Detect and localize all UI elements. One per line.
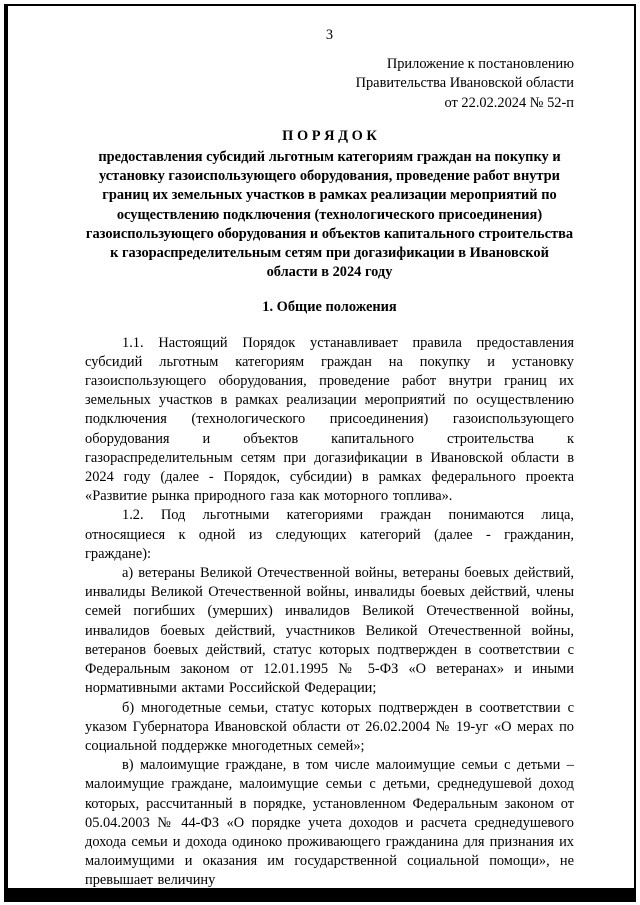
document-title-body: предоставления субсидий льготным категориям граждан на покупку и установку газоиспользующего оборудования, проведение работ внутри границ их земельных участков в рамках реализации мероприятий по осуществлению подключения (технологического присоединения) газоиспользующего оборудования и объектов капитального строительства к газораспределительным сетям при догазификации в Ивановской области в 2024 году <box>85 149 574 281</box>
page-content <box>85 26 574 891</box>
annex-block <box>85 55 574 113</box>
annex-line-3: от 22.02.2024 № 52-п <box>444 94 574 111</box>
paragraph-1-2: 1.2. Под льготными категориями граждан понимаются лица, относящиеся к одной из следующих категорий (далее - гражданин, граждане): <box>85 507 574 562</box>
document-title-word: П О Р Я Д О К <box>282 127 377 144</box>
document-title <box>85 127 574 283</box>
page-number: 3 <box>325 27 334 43</box>
paragraph-item-v: в) малоимущие граждане, в том числе малоимущие семьи с детьми – малоимущие граждане, малоимущие семьи с детьми, среднедушевой доход которых, рассчитанный в порядке, установленном Федеральным законом от 05.04.2003 № 44-ФЗ «О порядке учета доходов и расчета среднедушевого дохода семьи и дохода одиноко проживающего гражданина для признания их малоимущими и оказания им государственной социальной помощи», не превышает величину <box>85 757 574 889</box>
annex-line-2: Правительства Ивановской области <box>355 75 574 92</box>
paragraph-item-a: а) ветераны Великой Отечественной войны, ветераны боевых действий, инвалиды Великой Отечественной войны, инвалиды боевых действий, члены семей погибших (умерших) инвалидов Великой Отечественной войны, инвалидов боевых действий, участников Великой Отечественной войны, ветеранов боевых действий, статус которых подтвержден в соответствии с Федеральным законом от 12.01.1995 № 5-ФЗ «О ветеранах» и иными нормативными актами Российской Федерации; <box>85 565 574 697</box>
paragraph-1-1: 1.1. Настоящий Порядок устанавливает правила предоставления субсидий льготным категориям граждан на покупку и установку газоиспользующего оборудования, проведение работ внутри границ их земельных участков в рамках реализации мероприятий по осуществлению подключения (технологического присоединения) газоиспользующего оборудования и объектов капитального строительства к газораспределительным сетям при догазификации в Ивановской области в 2024 году (далее - Порядок, субсидии) в рамках федерального проекта «Развитие рынка природного газа как моторного топлива». <box>85 334 574 505</box>
annex-line-1: Приложение к постановлению <box>386 56 574 73</box>
section-heading: 1. Общие положения <box>262 299 397 316</box>
paragraph-item-b: б) многодетные семьи, статус которых подтвержден в соответствии с указом Губернатора Ивановской области от 26.02.2004 № 19-уг «О мерах по социальной поддержке многодетных семей»; <box>85 699 574 754</box>
